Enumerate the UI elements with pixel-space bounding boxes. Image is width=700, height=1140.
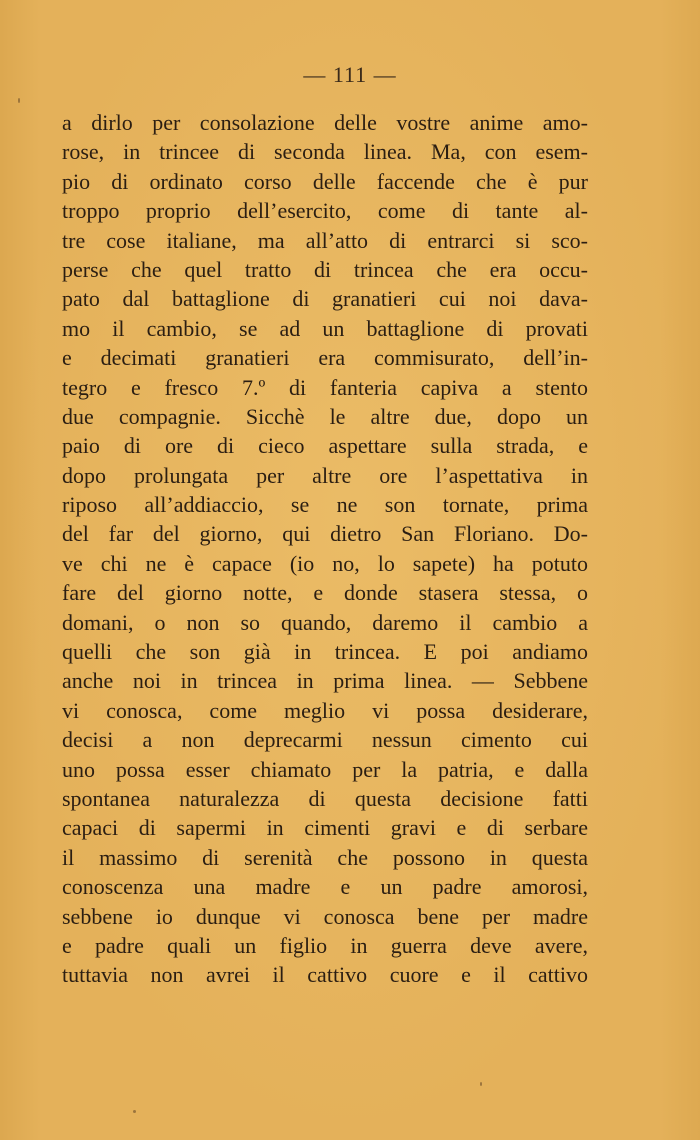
text-line: il massimo di serenità che possono in questa [62, 844, 588, 870]
text-line: pio di ordinato corso delle faccende che è pur [62, 168, 588, 194]
text-line: capaci di sapermi in cimenti gravi e di serbare [62, 815, 588, 841]
text-line: sebbene io dunque vi conosca bene per madre [62, 903, 588, 929]
page-number: — 111 — [303, 62, 397, 87]
text-line: tegro e fresco 7.º di fanteria capiva a stento [62, 374, 588, 400]
text-line: tuttavia non avrei il cattivo cuore e il cattivo [62, 962, 588, 988]
text-line: anche noi in trincea in prima linea. — Sebbene [62, 668, 588, 694]
text-line: ve chi ne è capace (io no, lo sapete) ha potuto [62, 550, 588, 576]
text-line: mo il cambio, se ad un battaglione di provati [62, 315, 588, 341]
text-line: pato dal battaglione di granatieri cui noi dava- [62, 286, 588, 312]
paper-speck [18, 98, 20, 103]
text-line: riposo all’addiaccio, se ne son tornate, prima [62, 492, 588, 518]
text-line: a dirlo per consolazione delle vostre anime amo- [62, 110, 588, 135]
paper-speck [133, 1110, 136, 1113]
text-line: del far del giorno, qui dietro San Floriano. Do- [62, 521, 588, 547]
text-line: uno possa esser chiamato per la patria, e dalla [62, 756, 588, 782]
text-line: due compagnie. Sicchè le altre due, dopo un [62, 403, 588, 429]
text-line: quelli che son già in trincea. E poi andiamo [62, 639, 588, 665]
text-line: dopo prolungata per altre ore l’aspettativa in [62, 462, 588, 488]
text-line: vi conosca, come meglio vi possa desiderare, [62, 697, 588, 723]
text-line: domani, o non so quando, daremo il cambio a [62, 609, 588, 635]
text-line: conoscenza una madre e un padre amorosi, [62, 874, 588, 900]
text-line: rose, in trincee di seconda linea. Ma, con esem- [62, 139, 588, 165]
text-line: fare del giorno notte, e donde stasera stessa, o [62, 580, 588, 606]
text-line: perse che quel tratto di trincea che era occu- [62, 256, 588, 282]
body-text [62, 108, 588, 990]
text-line: e decimati granatieri era commisurato, dell’in- [62, 345, 588, 371]
text-line: troppo proprio dell’esercito, come di tante al- [62, 198, 588, 224]
text-line: tre cose italiane, ma all’atto di entrarci si sco- [62, 227, 588, 253]
paper-speck [480, 1082, 482, 1086]
text-line: spontanea naturalezza di questa decisione fatti [62, 785, 588, 811]
text-line: decisi a non deprecarmi nessun cimento cui [62, 727, 588, 753]
text-line: e padre quali un figlio in guerra deve avere, [62, 932, 588, 958]
text-line: paio di ore di cieco aspettare sulla strada, e [62, 433, 588, 459]
